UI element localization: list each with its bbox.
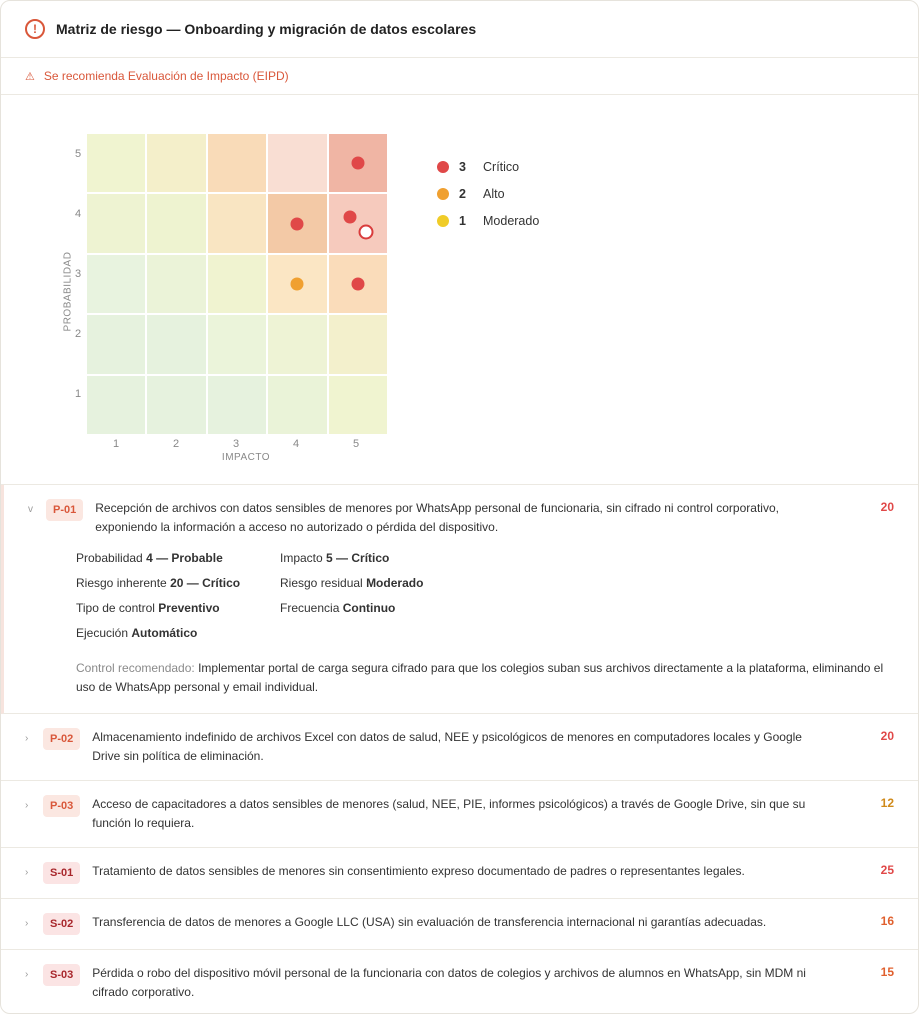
page-title: Matriz de riesgo — Onboarding y migración de datos escolares (56, 21, 477, 37)
risk-item-p-02[interactable] (1, 714, 918, 781)
risk-score: 20 (880, 500, 894, 514)
warning-triangle-icon: ⚠ (25, 70, 35, 83)
risk-list (1, 485, 918, 1014)
legend-item (437, 207, 539, 234)
detail-value: Moderado (366, 576, 424, 590)
heatmap-cell (268, 315, 326, 373)
risk-score: 16 (880, 914, 894, 928)
heatmap-cell (87, 134, 145, 192)
risk-id-badge: S-03 (43, 964, 80, 986)
legend-dot-icon (437, 188, 449, 200)
x-tick-label: 2 (172, 438, 180, 450)
heatmap-cell (208, 134, 266, 192)
detail-label: Frecuencia (280, 601, 340, 615)
x-tick-label: 5 (352, 438, 360, 450)
heatmap-cell (147, 194, 205, 252)
heatmap-cell (87, 376, 145, 434)
risk-item-p-01[interactable] (1, 485, 918, 714)
card-header (1, 1, 918, 58)
risk-score: 12 (880, 796, 894, 810)
y-tick-label: 2 (74, 328, 82, 340)
risk-description: Recepción de archivos con datos sensibles de menores por WhatsApp personal de funcionaria, sin cifrado ni control corporativo, exponiendo la información a acceso no autorizado o pérdida del dispositivo. (95, 501, 779, 534)
detail-value: Automático (131, 626, 198, 640)
detail-label: Impacto (280, 551, 323, 565)
heatmap-cell (208, 255, 266, 313)
detail-tipo-control (76, 601, 280, 626)
detail-impacto (280, 551, 580, 576)
heatmap-cell (147, 376, 205, 434)
legend-label: Moderado (483, 213, 540, 228)
chevron-right-icon[interactable]: › (25, 800, 29, 811)
legend-count: 2 (459, 186, 466, 201)
risk-row-header[interactable] (1, 899, 918, 949)
detail-value: 4 — Probable (146, 551, 223, 565)
detail-value: Continuo (342, 601, 396, 615)
detail-ejecucion (76, 626, 280, 651)
legend-label: Crítico (483, 159, 520, 174)
heatmap-cell (208, 194, 266, 252)
heatmap-cell (329, 194, 387, 252)
chevron-right-icon[interactable]: › (25, 867, 29, 878)
risk-item-s-01[interactable] (1, 848, 918, 899)
legend-item (437, 153, 539, 180)
chevron-down-icon[interactable]: v (28, 504, 33, 515)
x-tick-label: 3 (232, 438, 240, 450)
risk-id-badge: S-01 (43, 862, 80, 884)
legend-count: 3 (459, 159, 466, 174)
detail-label: Tipo de control (76, 601, 155, 615)
risk-item-p-03[interactable] (1, 781, 918, 848)
risk-id-badge: P-03 (43, 795, 80, 817)
chevron-right-icon[interactable]: › (25, 969, 29, 980)
risk-description: Tratamiento de datos sensibles de menores sin consentimiento expreso documentado de padres o representantes legales. (92, 864, 745, 878)
recommended-control-label: Control recomendado: (76, 661, 195, 675)
risk-score: 15 (880, 965, 894, 979)
y-tick-label: 3 (74, 268, 82, 280)
recommended-control (76, 659, 894, 697)
risk-score: 25 (880, 863, 894, 877)
risk-row-header[interactable] (1, 781, 918, 847)
legend-item (437, 180, 539, 207)
risk-point-p-03[interactable] (291, 277, 304, 290)
detail-riesgo-inherente (76, 576, 280, 601)
risk-id-badge: S-02 (43, 913, 80, 935)
heatmap-cell (147, 255, 205, 313)
y-tick-label: 5 (74, 148, 82, 160)
heatmap-cell (208, 315, 266, 373)
risk-description: Acceso de capacitadores a datos sensibles de menores (salud, NEE, PIE, informes psicológicos) a través de Google Drive, sin que su función lo requiera. (92, 797, 806, 830)
risk-description: Pérdida o robo del dispositivo móvil personal de la funcionaria con datos de colegios y archivos de alumnos en WhatsApp, sin MDM ni cifrado corporativo. (92, 966, 806, 999)
chevron-right-icon[interactable]: › (25, 733, 29, 744)
y-tick-label: 1 (74, 388, 82, 400)
risk-item-s-03[interactable] (1, 950, 918, 1014)
detail-label: Probabilidad (76, 551, 143, 565)
detail-probabilidad (76, 551, 280, 576)
heatmap-cell (329, 134, 387, 192)
heatmap-cell (268, 134, 326, 192)
recommended-control-text: Implementar portal de carga segura cifrado para que los colegios suban sus archivos directamente a la plataforma, eliminando el uso de WhatsApp personal y email individual. (76, 661, 884, 694)
detail-label: Riesgo residual (280, 576, 363, 590)
risk-point-p-02[interactable] (291, 217, 304, 230)
legend-dot-icon (437, 215, 449, 227)
heatmap-cell (329, 255, 387, 313)
risk-id-badge: P-01 (46, 499, 83, 521)
eipd-warning (1, 58, 918, 95)
risk-point-s-02[interactable] (343, 210, 356, 223)
detail-label: Ejecución (76, 626, 129, 640)
detail-value: Preventivo (158, 601, 220, 615)
heatmap-cell (87, 315, 145, 373)
risk-row-header[interactable] (1, 714, 918, 780)
risk-point-s-03[interactable] (351, 277, 364, 290)
risk-description: Transferencia de datos de menores a Google LLC (USA) sin evaluación de transferencia internacional ni garantías adecuadas. (92, 915, 767, 929)
chevron-right-icon[interactable]: › (25, 918, 29, 929)
warning-text: Se recomienda Evaluación de Impacto (EIPD) (43, 69, 289, 83)
detail-value: 20 — Crítico (170, 576, 241, 590)
y-tick-label: 4 (74, 208, 82, 220)
x-tick-label: 4 (292, 438, 300, 450)
detail-value: 5 — Crítico (326, 551, 390, 565)
y-axis-label: PROBABILIDAD (62, 251, 74, 332)
heatmap-cell (87, 255, 145, 313)
risk-row-header[interactable] (4, 485, 918, 551)
detail-riesgo-residual (280, 576, 580, 601)
legend-dot-icon (437, 161, 449, 173)
risk-point-p-01[interactable] (358, 224, 373, 239)
heatmap-cell (147, 134, 205, 192)
risk-id-badge: P-02 (43, 728, 80, 750)
x-axis-label: IMPACTO (221, 452, 271, 463)
heatmap-grid (87, 134, 387, 434)
risk-row-header[interactable] (1, 848, 918, 898)
legend-label: Alto (483, 186, 505, 201)
heatmap-cell (329, 315, 387, 373)
heatmap-cell (268, 255, 326, 313)
x-tick-label: 1 (112, 438, 120, 450)
risk-item-s-02[interactable] (1, 899, 918, 950)
alert-circle-icon: ! (25, 19, 45, 39)
legend-count: 1 (459, 213, 466, 228)
risk-point-s-01[interactable] (351, 157, 364, 170)
risk-row-header[interactable] (1, 950, 918, 1014)
heatmap-cell (208, 376, 266, 434)
heatmap-cell (147, 315, 205, 373)
detail-label: Riesgo inherente (76, 576, 167, 590)
chart-legend (437, 153, 539, 234)
risk-details (4, 551, 918, 713)
risk-description: Almacenamiento indefinido de archivos Excel con datos de salud, NEE y psicológicos de menores en computadores locales y Google Drive sin política de eliminación. (92, 730, 802, 763)
heatmap-cell (268, 194, 326, 252)
heatmap-cell (268, 376, 326, 434)
heatmap-cell (87, 194, 145, 252)
heatmap-cell (329, 376, 387, 434)
risk-score: 20 (880, 729, 894, 743)
detail-frecuencia (280, 601, 580, 626)
